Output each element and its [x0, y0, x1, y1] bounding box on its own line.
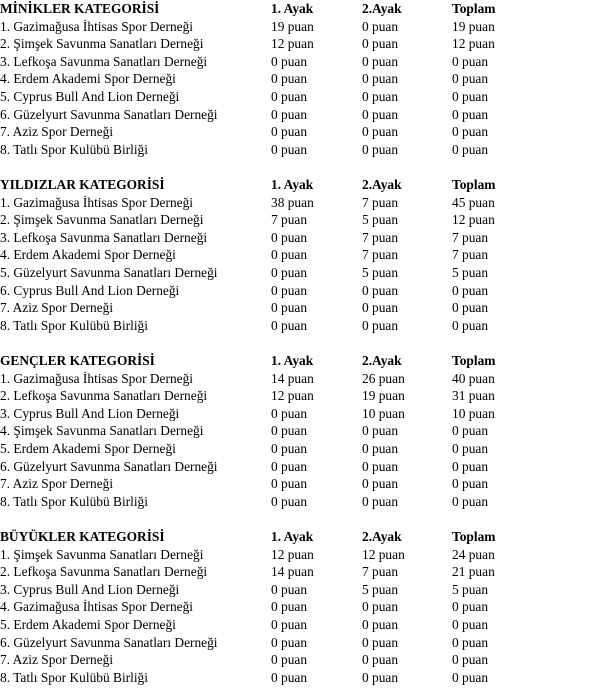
- club-name: 5. Güzelyurt Savunma Sanatları Derneği: [0, 264, 218, 280]
- score-ayak1: 0 puan: [271, 300, 308, 316]
- score-ayak1: 0 puan: [271, 405, 308, 421]
- club-name: 1. Gazimağusa İhtisas Spor Derneği: [0, 370, 194, 386]
- score-ayak1: 0 puan: [271, 616, 308, 632]
- score-total: 19 puan: [452, 18, 495, 34]
- column-header-toplam: Toplam: [452, 1, 496, 16]
- table-row: [0, 211, 616, 229]
- score-total: 0 puan: [452, 106, 489, 122]
- table-row: [0, 546, 616, 564]
- score-ayak2: 0 puan: [362, 106, 399, 122]
- table-row: [0, 317, 616, 335]
- score-total: 21 puan: [452, 564, 495, 580]
- table-row: [0, 387, 616, 405]
- column-header-toplam: Toplam: [452, 529, 496, 544]
- club-name: 3. Lefkoşa Savunma Sanatları Derneği: [0, 53, 208, 69]
- score-ayak1: 0 puan: [271, 264, 308, 280]
- club-name: 7. Aziz Spor Derneği: [0, 300, 114, 316]
- column-header-ayak2: 2.Ayak: [362, 1, 402, 16]
- club-name: 6. Güzelyurt Savunma Sanatları Derneği: [0, 458, 218, 474]
- score-ayak1: 0 puan: [271, 317, 308, 333]
- score-ayak2: 0 puan: [362, 88, 399, 104]
- score-ayak2: 0 puan: [362, 440, 399, 456]
- table-row: [0, 634, 616, 652]
- column-header-ayak1: 1. Ayak: [271, 353, 314, 368]
- table-row: [0, 598, 616, 616]
- score-total: 12 puan: [452, 36, 495, 52]
- score-ayak1: 0 puan: [271, 247, 308, 263]
- score-ayak2: 0 puan: [362, 599, 399, 615]
- club-name: 5. Cyprus Bull And Lion Derneği: [0, 88, 180, 104]
- table-row: [0, 669, 616, 687]
- score-ayak2: 26 puan: [362, 370, 405, 386]
- score-ayak1: 0 puan: [271, 440, 308, 456]
- table-row: [0, 581, 616, 599]
- score-total: 0 puan: [452, 300, 489, 316]
- club-name: 7. Aziz Spor Derneği: [0, 476, 114, 492]
- score-total: 0 puan: [452, 88, 489, 104]
- table-row: [0, 422, 616, 440]
- score-ayak2: 7 puan: [362, 564, 399, 580]
- score-ayak1: 7 puan: [271, 212, 308, 228]
- table-row: [0, 405, 616, 423]
- section-title: BÜYÜKLER KATEGORİSİ: [0, 529, 165, 544]
- score-ayak2: 7 puan: [362, 194, 399, 210]
- table-row: [0, 299, 616, 317]
- score-total: 0 puan: [452, 458, 489, 474]
- table-row: [0, 35, 616, 53]
- score-ayak2: 10 puan: [362, 405, 405, 421]
- score-ayak1: 0 puan: [271, 141, 308, 157]
- score-total: 0 puan: [452, 493, 489, 509]
- score-total: 0 puan: [452, 124, 489, 140]
- score-ayak2: 19 puan: [362, 388, 405, 404]
- score-total: 7 puan: [452, 229, 489, 245]
- section-title: YILDIZLAR KATEGORİSİ: [0, 177, 165, 192]
- score-ayak1: 0 puan: [271, 71, 308, 87]
- score-total: 0 puan: [452, 652, 489, 668]
- club-name: 8. Tatlı Spor Kulübü Birliği: [0, 493, 148, 509]
- score-total: 5 puan: [452, 264, 489, 280]
- score-ayak1: 0 puan: [271, 634, 308, 650]
- score-ayak2: 7 puan: [362, 229, 399, 245]
- score-total: 45 puan: [452, 194, 495, 210]
- score-ayak2: 0 puan: [362, 476, 399, 492]
- column-header-ayak2: 2.Ayak: [362, 529, 402, 544]
- score-total: 0 puan: [452, 282, 489, 298]
- score-ayak2: 0 puan: [362, 300, 399, 316]
- score-ayak1: 0 puan: [271, 669, 308, 685]
- club-name: 5. Erdem Akademi Spor Derneği: [0, 440, 176, 456]
- score-ayak1: 12 puan: [271, 36, 314, 52]
- column-header-ayak1: 1. Ayak: [271, 529, 314, 544]
- table-row: [0, 141, 616, 159]
- section-header: [0, 176, 616, 194]
- score-ayak2: 0 puan: [362, 493, 399, 509]
- club-name: 7. Aziz Spor Derneği: [0, 652, 114, 668]
- club-name: 6. Cyprus Bull And Lion Derneği: [0, 282, 180, 298]
- table-row: [0, 53, 616, 71]
- club-name: 4. Erdem Akademi Spor Derneği: [0, 247, 176, 263]
- table-row: [0, 651, 616, 669]
- score-ayak2: 0 puan: [362, 282, 399, 298]
- score-ayak1: 0 puan: [271, 88, 308, 104]
- score-ayak2: 0 puan: [362, 317, 399, 333]
- club-name: 7. Aziz Spor Derneği: [0, 124, 114, 140]
- table-row: [0, 246, 616, 264]
- score-ayak1: 0 puan: [271, 106, 308, 122]
- score-ayak2: 0 puan: [362, 71, 399, 87]
- section-header: [0, 352, 616, 370]
- club-name: 3. Cyprus Bull And Lion Derneği: [0, 581, 180, 597]
- table-row: [0, 123, 616, 141]
- score-ayak1: 0 puan: [271, 493, 308, 509]
- club-name: 1. Gazimağusa İhtisas Spor Derneği: [0, 18, 194, 34]
- table-row: [0, 458, 616, 476]
- table-row: [0, 194, 616, 212]
- score-ayak2: 0 puan: [362, 669, 399, 685]
- score-total: 0 puan: [452, 616, 489, 632]
- score-ayak1: 12 puan: [271, 546, 314, 562]
- score-total: 0 puan: [452, 317, 489, 333]
- club-name: 2. Lefkoşa Savunma Sanatları Derneği: [0, 388, 208, 404]
- table-row: [0, 70, 616, 88]
- score-ayak1: 0 puan: [271, 229, 308, 245]
- club-name: 6. Güzelyurt Savunma Sanatları Derneği: [0, 106, 218, 122]
- table-row: [0, 18, 616, 36]
- score-total: 5 puan: [452, 581, 489, 597]
- score-ayak1: 0 puan: [271, 581, 308, 597]
- score-ayak2: 0 puan: [362, 616, 399, 632]
- club-name: 3. Lefkoşa Savunma Sanatları Derneği: [0, 229, 208, 245]
- column-header-toplam: Toplam: [452, 177, 496, 192]
- score-total: 0 puan: [452, 141, 489, 157]
- column-header-toplam: Toplam: [452, 353, 496, 368]
- section-header: [0, 528, 616, 546]
- score-total: 0 puan: [452, 599, 489, 615]
- score-ayak1: 0 puan: [271, 423, 308, 439]
- column-header-ayak1: 1. Ayak: [271, 1, 314, 16]
- table-row: [0, 229, 616, 247]
- score-ayak2: 0 puan: [362, 458, 399, 474]
- section-yildizlar: [0, 176, 616, 334]
- score-ayak1: 0 puan: [271, 652, 308, 668]
- club-name: 4. Gazimağusa İhtisas Spor Derneği: [0, 599, 194, 615]
- club-name: 8. Tatlı Spor Kulübü Birliği: [0, 141, 148, 157]
- club-name: 4. Erdem Akademi Spor Derneği: [0, 71, 176, 87]
- score-ayak1: 14 puan: [271, 564, 314, 580]
- club-name: 2. Lefkoşa Savunma Sanatları Derneği: [0, 564, 208, 580]
- score-ayak1: 0 puan: [271, 458, 308, 474]
- column-header-ayak1: 1. Ayak: [271, 177, 314, 192]
- score-ayak2: 0 puan: [362, 124, 399, 140]
- club-name: 2. Şimşek Savunma Sanatları Derneği: [0, 212, 204, 228]
- section-minikler: [0, 0, 616, 158]
- score-total: 0 puan: [452, 476, 489, 492]
- column-header-ayak2: 2.Ayak: [362, 177, 402, 192]
- table-row: [0, 440, 616, 458]
- score-ayak2: 5 puan: [362, 581, 399, 597]
- score-total: 31 puan: [452, 388, 495, 404]
- table-row: [0, 370, 616, 388]
- score-ayak2: 0 puan: [362, 18, 399, 34]
- column-header-ayak2: 2.Ayak: [362, 353, 402, 368]
- score-ayak1: 0 puan: [271, 124, 308, 140]
- score-ayak2: 0 puan: [362, 634, 399, 650]
- score-ayak2: 0 puan: [362, 141, 399, 157]
- score-total: 7 puan: [452, 247, 489, 263]
- score-ayak1: 19 puan: [271, 18, 314, 34]
- score-total: 0 puan: [452, 423, 489, 439]
- score-total: 0 puan: [452, 440, 489, 456]
- score-total: 0 puan: [452, 71, 489, 87]
- table-row: [0, 616, 616, 634]
- table-row: [0, 563, 616, 581]
- score-ayak2: 5 puan: [362, 212, 399, 228]
- table-row: [0, 493, 616, 511]
- score-ayak1: 0 puan: [271, 282, 308, 298]
- table-row: [0, 88, 616, 106]
- score-ayak2: 0 puan: [362, 36, 399, 52]
- club-name: 1. Şimşek Savunma Sanatları Derneği: [0, 546, 204, 562]
- club-name: 8. Tatlı Spor Kulübü Birliği: [0, 317, 148, 333]
- score-total: 10 puan: [452, 405, 495, 421]
- score-ayak2: 0 puan: [362, 423, 399, 439]
- score-ayak2: 12 puan: [362, 546, 405, 562]
- score-total: 0 puan: [452, 634, 489, 650]
- club-name: 2. Şimşek Savunma Sanatları Derneği: [0, 36, 204, 52]
- score-ayak1: 12 puan: [271, 388, 314, 404]
- score-ayak1: 38 puan: [271, 194, 314, 210]
- score-ayak2: 0 puan: [362, 53, 399, 69]
- score-ayak1: 14 puan: [271, 370, 314, 386]
- score-total: 0 puan: [452, 53, 489, 69]
- table-row: [0, 282, 616, 300]
- section-header: [0, 0, 616, 18]
- table-row: [0, 475, 616, 493]
- club-name: 5. Erdem Akademi Spor Derneği: [0, 616, 176, 632]
- score-ayak1: 0 puan: [271, 476, 308, 492]
- club-name: 1. Gazimağusa İhtisas Spor Derneği: [0, 194, 194, 210]
- section-gencler: [0, 352, 616, 510]
- score-total: 24 puan: [452, 546, 495, 562]
- score-total: 0 puan: [452, 669, 489, 685]
- section-title: MİNİKLER KATEGORİSİ: [0, 1, 160, 16]
- section-buyukler: [0, 528, 616, 686]
- score-total: 40 puan: [452, 370, 495, 386]
- table-row: [0, 264, 616, 282]
- score-total: 12 puan: [452, 212, 495, 228]
- club-name: 6. Güzelyurt Savunma Sanatları Derneği: [0, 634, 218, 650]
- section-title: GENÇLER KATEGORİSİ: [0, 353, 155, 368]
- club-name: 3. Cyprus Bull And Lion Derneği: [0, 405, 180, 421]
- score-ayak2: 5 puan: [362, 264, 399, 280]
- score-ayak2: 0 puan: [362, 652, 399, 668]
- club-name: 8. Tatlı Spor Kulübü Birliği: [0, 669, 148, 685]
- score-ayak1: 0 puan: [271, 599, 308, 615]
- score-ayak2: 7 puan: [362, 247, 399, 263]
- club-name: 4. Şimşek Savunma Sanatları Derneği: [0, 423, 204, 439]
- score-ayak1: 0 puan: [271, 53, 308, 69]
- table-row: [0, 106, 616, 124]
